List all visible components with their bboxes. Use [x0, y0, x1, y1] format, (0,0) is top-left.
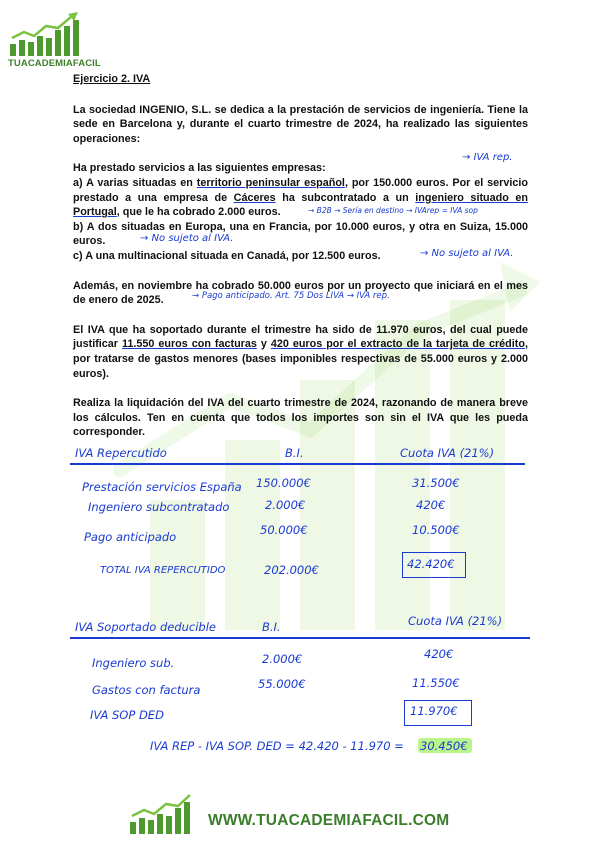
annotation-pago-anticipado: → Pago anticipado. Art. 75 Dos LIVA → IVA rep. — [192, 291, 390, 301]
rep-total-cuota: 42.420€ — [407, 557, 455, 571]
intro-paragraph: La sociedad INGENIO, S.L. se dedica a la prestación de servicios de ingeniería. Tiene la sede en Barcelona y, durante el cuarto trimestre de 2024, ha realizado las siguientes operaciones: — [73, 103, 528, 145]
result-value: 30.450€ — [420, 739, 468, 753]
footer-logo-chart-icon — [128, 792, 198, 834]
item-c-paragraph: c) A una multinacional situada en Canadá, por 12.500 euros. — [73, 249, 381, 262]
rep-row-3-bi: 50.000€ — [260, 523, 308, 537]
underline-ingeniero: ingeniero situado en Portugal — [73, 191, 528, 219]
rep-header-line — [70, 463, 525, 465]
exercise-title: Ejercicio 2. IVA — [73, 73, 151, 85]
rep-header-cuota: Cuota IVA (21%) — [400, 446, 495, 460]
rep-row-1-concept: Prestación servicios España — [82, 480, 242, 494]
iva-paragraph: El IVA que ha soportado durante el trimestre ha sido de 11.970 euros, del cual puede justificar 11.550 euros con facturas y 420 euros por el extracto de la tarjeta de crédito, por tratarse de gastos menores (bases imponibles respectivas de 55.000 euros y 2.000 euros). — [73, 323, 528, 380]
rep-header-bi: B.I. — [285, 446, 304, 460]
rep-row-3-cuota: 10.500€ — [412, 523, 460, 537]
rep-total-bi: 202.000€ — [264, 563, 319, 577]
result-formula: IVA REP - IVA SOP. DED = 42.420 - 11.970 = — [150, 739, 404, 753]
rep-header-concept: IVA Repercutido — [75, 446, 167, 460]
underline-caceres: Cáceres — [233, 191, 276, 204]
footer-url: WWW.TUACADEMIAFACIL.COM — [208, 812, 450, 829]
annotation-no-sujeto-b: → No sujeto al IVA. — [140, 233, 234, 244]
underline-territorio: territorio peninsular español — [196, 176, 345, 189]
rep-row-3-concept: Pago anticipado — [84, 530, 177, 544]
top-logo-text: TUACADEMIAFACIL — [8, 58, 101, 69]
sop-row-2-cuota: 11.550€ — [412, 676, 460, 690]
item-b-paragraph: b) A dos situadas en Europa, una en Francia, por 10.000 euros, y otra en Suiza, 15.000 euros. — [73, 220, 528, 248]
sop-row-1-cuota: 420€ — [424, 647, 454, 661]
item-a-paragraph: a) A varias situadas en territorio peninsular español, por 150.000 euros. Por el servicio prestado a una empresa de Cáceres ha subcontratado a un ingeniero situado en Portugal, que le ha cobrado 2.000 euros. — [73, 176, 528, 219]
rep-row-1-bi: 150.000€ — [256, 476, 311, 490]
sop-header-concept: IVA Soportado deducible — [75, 620, 216, 634]
rep-row-2-concept: Ingeniero subcontratado — [88, 500, 230, 514]
footer-brand — [0, 790, 600, 848]
logo-chart-icon — [8, 12, 108, 58]
sop-total-label: IVA SOP DED — [90, 708, 164, 722]
sop-row-1-concept: Ingeniero sub. — [92, 656, 175, 670]
underline-facturas: 11.550 euros con facturas — [121, 338, 257, 351]
underline-tarjeta: 420 euros por el extracto de la tarjeta de crédito — [270, 338, 525, 351]
sop-row-2-concept: Gastos con factura — [92, 683, 201, 697]
top-logo — [8, 12, 118, 72]
sop-header-cuota: Cuota IVA (21%) — [408, 614, 503, 628]
rep-total-label: TOTAL IVA REPERCUTIDO — [100, 565, 226, 576]
rep-row-2-cuota: 420€ — [416, 498, 446, 512]
rep-row-1-cuota: 31.500€ — [412, 476, 460, 490]
annotation-no-sujeto-c: → No sujeto al IVA. — [420, 248, 514, 259]
sop-header-line — [70, 637, 530, 639]
sop-row-1-bi: 2.000€ — [262, 652, 303, 666]
services-intro: Ha prestado servicios a las siguientes empresas: — [73, 162, 326, 175]
annotation-iva-rep: → IVA rep. — [462, 152, 513, 163]
sop-total-cuota: 11.970€ — [410, 704, 458, 718]
annotation-b2b: → B2B → Sería en destino → IVArep = IVA sop — [308, 206, 478, 215]
rep-row-2-bi: 2.000€ — [265, 498, 306, 512]
sop-row-2-bi: 55.000€ — [258, 677, 306, 691]
task-paragraph: Realiza la liquidación del IVA del cuarto trimestre de 2024, razonando de manera breve los cálculos. Ten en cuenta que todos los importes son sin el IVA que les pueda corresponder. — [73, 397, 528, 439]
sop-header-bi: B.I. — [262, 620, 281, 634]
advance-paragraph: Además, en noviembre ha cobrado 50.000 euros por un proyecto que iniciará en el mes de enero de 2025. — [73, 279, 528, 307]
